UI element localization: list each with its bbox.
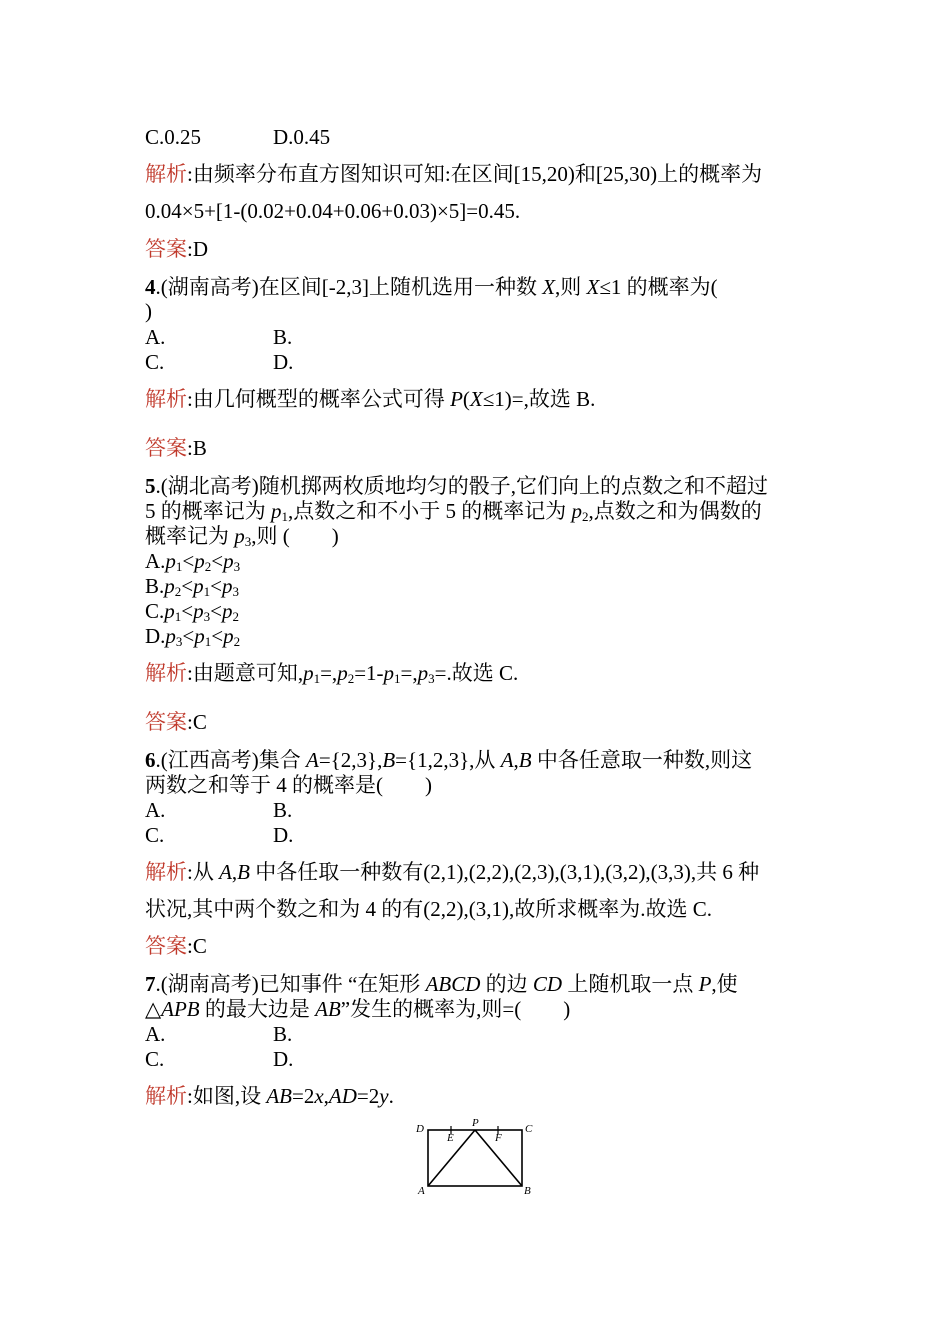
q6-an-a: :从: [187, 860, 220, 884]
q5-text-1: .(湖北高考)随机掷两枚质地均匀的骰子,它们向上的点数之和不超过: [155, 474, 768, 498]
q5-stem-line1: [145, 473, 768, 499]
lt: <: [210, 574, 222, 598]
q4-analysis-p: P: [450, 387, 463, 411]
q5-p: p: [571, 499, 582, 523]
q5-sub: 3: [233, 559, 241, 574]
q5-sub: 2: [174, 584, 182, 599]
q6-analysis-line2: 状况,其中两个数之和为 4 的有(2,2),(3,1),故所求概率为.故选 C.: [145, 897, 712, 921]
label-b: B: [524, 1185, 531, 1197]
q4-answer: [145, 435, 207, 461]
answer-label: 答案: [145, 710, 187, 734]
q7-option-c: C.: [145, 1047, 165, 1071]
q7-text-a: .(湖南高考)已知事件 “在矩形: [155, 972, 426, 996]
rectangle-abcd: [428, 1130, 522, 1186]
q7-option-a: A.: [145, 1022, 166, 1046]
q5-option-c: [145, 598, 239, 624]
answer-label: 答案: [145, 237, 187, 261]
q5-sub: 1: [204, 634, 212, 649]
q6-option-d: D.: [273, 823, 294, 847]
q7-apb: APB: [161, 997, 200, 1021]
q5-stem-line3: [145, 523, 339, 549]
q4-option-a: A.: [145, 325, 166, 349]
q3-answer-value: :D: [187, 237, 208, 261]
q7-stem-line2: [145, 996, 570, 1022]
q5-text-2a: 5 的概率记为: [145, 499, 271, 523]
q7-abcd: ABCD: [425, 972, 481, 996]
q4-analysis-x: X: [469, 387, 483, 411]
lt: <: [210, 599, 222, 623]
q6-text-a: .(江西高考)集合: [155, 748, 306, 772]
q5-sub: 3: [428, 671, 435, 686]
q5-sub: 2: [347, 671, 355, 686]
q5-sub: 1: [313, 671, 321, 686]
q5-sub: 2: [204, 559, 212, 574]
lt: <: [182, 549, 195, 573]
q5-p: p: [194, 549, 205, 573]
q5-sub: 2: [582, 509, 589, 524]
analysis-label: 解析: [145, 1084, 187, 1108]
q5-sub: 3: [232, 584, 239, 599]
q7-number: 7: [145, 972, 156, 996]
q5-sub: 1: [203, 584, 211, 599]
q5-p: p: [193, 574, 204, 598]
q6-stem-line2: 两数之和等于 4 的概率是( ): [145, 773, 432, 797]
q5-text-2b: ,点数之和不小于 5 的概率记为: [288, 499, 572, 523]
analysis-label: 解析: [145, 860, 187, 884]
q4-options-cd: [145, 349, 294, 375]
q7-options-cd: [145, 1046, 294, 1072]
q5-p: p: [193, 599, 204, 623]
q6-text-d: 中各任意取一种数,则这: [536, 748, 753, 772]
q4-number: 4: [145, 275, 156, 299]
q5-an-e: =.故选 C.: [434, 661, 519, 685]
q6-var-b: B: [382, 748, 396, 772]
q4-var-x2: X: [586, 275, 600, 299]
q7-option-b: B.: [273, 1022, 293, 1046]
q3-answer: [145, 236, 208, 262]
q7-text-b: 的边: [485, 972, 533, 996]
q5-analysis: [145, 660, 518, 686]
q6-var-b: B: [237, 860, 250, 884]
comma: ,: [513, 748, 519, 772]
q5-option-b: [145, 573, 239, 599]
comma: ,: [231, 860, 238, 884]
label-f: F: [495, 1132, 502, 1144]
q5-sub: 1: [174, 609, 182, 624]
q7-an-c: ,: [323, 1084, 329, 1108]
q7-text-d: ,使: [711, 972, 738, 996]
q5-option-d: [145, 623, 240, 649]
label-c: C: [525, 1123, 533, 1135]
q4-stem-line1: [145, 274, 718, 300]
q5-option-a: [145, 548, 240, 574]
q6-stem-line1: [145, 747, 752, 773]
q7-p: P: [698, 972, 712, 996]
q5-p: p: [234, 524, 245, 548]
q5-text-3a: 概率记为: [145, 524, 235, 548]
triangle-symbol: △: [145, 997, 162, 1021]
q7-analysis: [145, 1083, 394, 1109]
option-letter: B.: [145, 574, 165, 598]
q6-analysis-line1: [145, 859, 759, 885]
q5-p: p: [223, 549, 234, 573]
lt: <: [181, 574, 194, 598]
q4-close-paren: ): [145, 299, 152, 323]
q5-p: p: [164, 599, 175, 623]
q6-var-a: A: [306, 748, 319, 772]
q4-text-b: ,则: [555, 275, 587, 299]
q5-answer: [145, 709, 207, 735]
q4-analysis: 解析:由几何概型的概率公式可得 P(X≤1)=,故选 B.: [145, 387, 596, 411]
answer-label: 答案: [145, 934, 187, 958]
answer-label: 答案: [145, 436, 187, 460]
q4-analysis-post: ≤1)=,故选 B.: [482, 387, 596, 411]
label-e: E: [447, 1132, 454, 1144]
q5-p: p: [165, 624, 176, 648]
lt: <: [181, 599, 194, 623]
q3-analysis-text: :由频率分布直方图知识可知:在区间[15,20)和[25,30)上的概率为: [187, 162, 763, 186]
q3-option-d: D.0.45: [273, 125, 331, 149]
q7-text-f: ”发生的概率为,则=( ): [340, 997, 571, 1021]
q5-p: p: [221, 599, 233, 623]
q7-option-d: D.: [273, 1047, 294, 1071]
q4-text-c: ≤1 的概率为(: [599, 275, 718, 299]
analysis-label: 解析: [145, 661, 187, 685]
q6-number: 6: [145, 748, 156, 772]
q6-answer-value: :C: [187, 934, 207, 958]
q5-an-b: =,: [320, 661, 338, 685]
label-d: D: [416, 1123, 424, 1135]
option-letter: C.: [145, 599, 165, 623]
q5-p: p: [223, 624, 234, 648]
q5-an-d: =,: [400, 661, 418, 685]
q5-sub: 2: [232, 609, 239, 624]
q4-answer-value: :B: [187, 436, 207, 460]
q5-p: p: [194, 624, 205, 648]
q6-options-ab: [145, 797, 293, 823]
q6-var-b: B: [518, 748, 532, 772]
lt: <: [211, 624, 224, 648]
q5-answer-value: :C: [187, 710, 207, 734]
q7-ab: AB: [315, 997, 341, 1021]
q4-option-b: B.: [273, 325, 293, 349]
q7-cd: CD: [532, 972, 563, 996]
q7-an-y: y: [379, 1084, 389, 1108]
q3-analysis-line2: 0.04×5+[1-(0.02+0.04+0.06+0.03)×5]=0.45.: [145, 199, 521, 223]
analysis-label: 解析: [145, 387, 187, 411]
q5-p: p: [303, 661, 314, 685]
q4-var-x: X: [542, 275, 556, 299]
q4-options-ab: [145, 324, 293, 350]
q6-answer: [145, 933, 207, 959]
label-a: A: [418, 1185, 425, 1197]
q5-text-3b: ,则 ( ): [251, 524, 339, 548]
q3-options: [145, 124, 331, 150]
q4-option-c: C.: [145, 350, 165, 374]
q7-an-ab: AB: [266, 1084, 292, 1108]
q3-option-c: C.0.25: [145, 125, 202, 149]
q5-p: p: [417, 661, 429, 685]
q7-an-d: =2: [356, 1084, 380, 1108]
q4-text-a: .(湖南高考)在区间[-2,3]上随机选用一种数: [155, 275, 543, 299]
q6-option-b: B.: [273, 798, 293, 822]
q7-options-ab: [145, 1021, 293, 1047]
q5-an-a: :由题意可知,: [187, 661, 304, 685]
q5-p: p: [164, 574, 175, 598]
option-letter: A.: [145, 549, 166, 573]
q5-sub: 3: [203, 609, 211, 624]
q7-an-a: :如图,设: [187, 1084, 267, 1108]
q7-an-ad: AD: [328, 1084, 357, 1108]
option-letter: D.: [145, 624, 166, 648]
q7-text-e: 的最大边是: [204, 997, 316, 1021]
q5-sub: 1: [175, 559, 183, 574]
q6-an-b: 中各任取一种数有(2,1),(2,2),(2,3),(3,1),(3,2),(3,3),共 6 种: [255, 860, 760, 884]
lt: <: [182, 624, 195, 648]
q5-stem-line2: [145, 498, 762, 524]
q7-an-b: =2: [292, 1084, 315, 1108]
q7-text-c: 上随机取一点: [567, 972, 699, 996]
q5-number: 5: [145, 474, 156, 498]
q5-sub: 1: [394, 671, 401, 686]
q4-analysis-text: :由几何概型的概率公式可得: [187, 387, 451, 411]
q5-an-c: =1-: [354, 661, 384, 685]
q6-text-c: ={1,2,3},从: [395, 748, 501, 772]
rectangle-figure: [410, 1118, 540, 1198]
q6-option-a: A.: [145, 798, 166, 822]
q7-an-e: .: [388, 1084, 394, 1108]
q5-p: p: [383, 661, 395, 685]
q4-option-d: D.: [273, 350, 294, 374]
q6-options-cd: [145, 822, 294, 848]
q5-p: p: [271, 499, 282, 523]
q5-sub: 2: [233, 634, 241, 649]
q6-text-b: ={2,3},: [318, 748, 383, 772]
q7-an-x: x: [314, 1084, 324, 1108]
q7-stem-line1: [145, 971, 738, 997]
q5-p: p: [337, 661, 348, 685]
q5-text-2c: ,点数之和为偶数的: [588, 499, 762, 523]
q3-analysis-line1: [145, 161, 762, 187]
q5-sub: 3: [244, 534, 252, 549]
q6-option-c: C.: [145, 823, 165, 847]
q5-sub: 1: [281, 509, 288, 524]
q5-p: p: [221, 574, 233, 598]
label-p: P: [472, 1118, 479, 1129]
q6-var-a: A: [500, 748, 514, 772]
lt: <: [211, 549, 224, 573]
q6-var-a: A: [219, 860, 232, 884]
analysis-label: 解析: [145, 162, 187, 186]
q5-sub: 3: [175, 634, 183, 649]
q5-p: p: [165, 549, 176, 573]
